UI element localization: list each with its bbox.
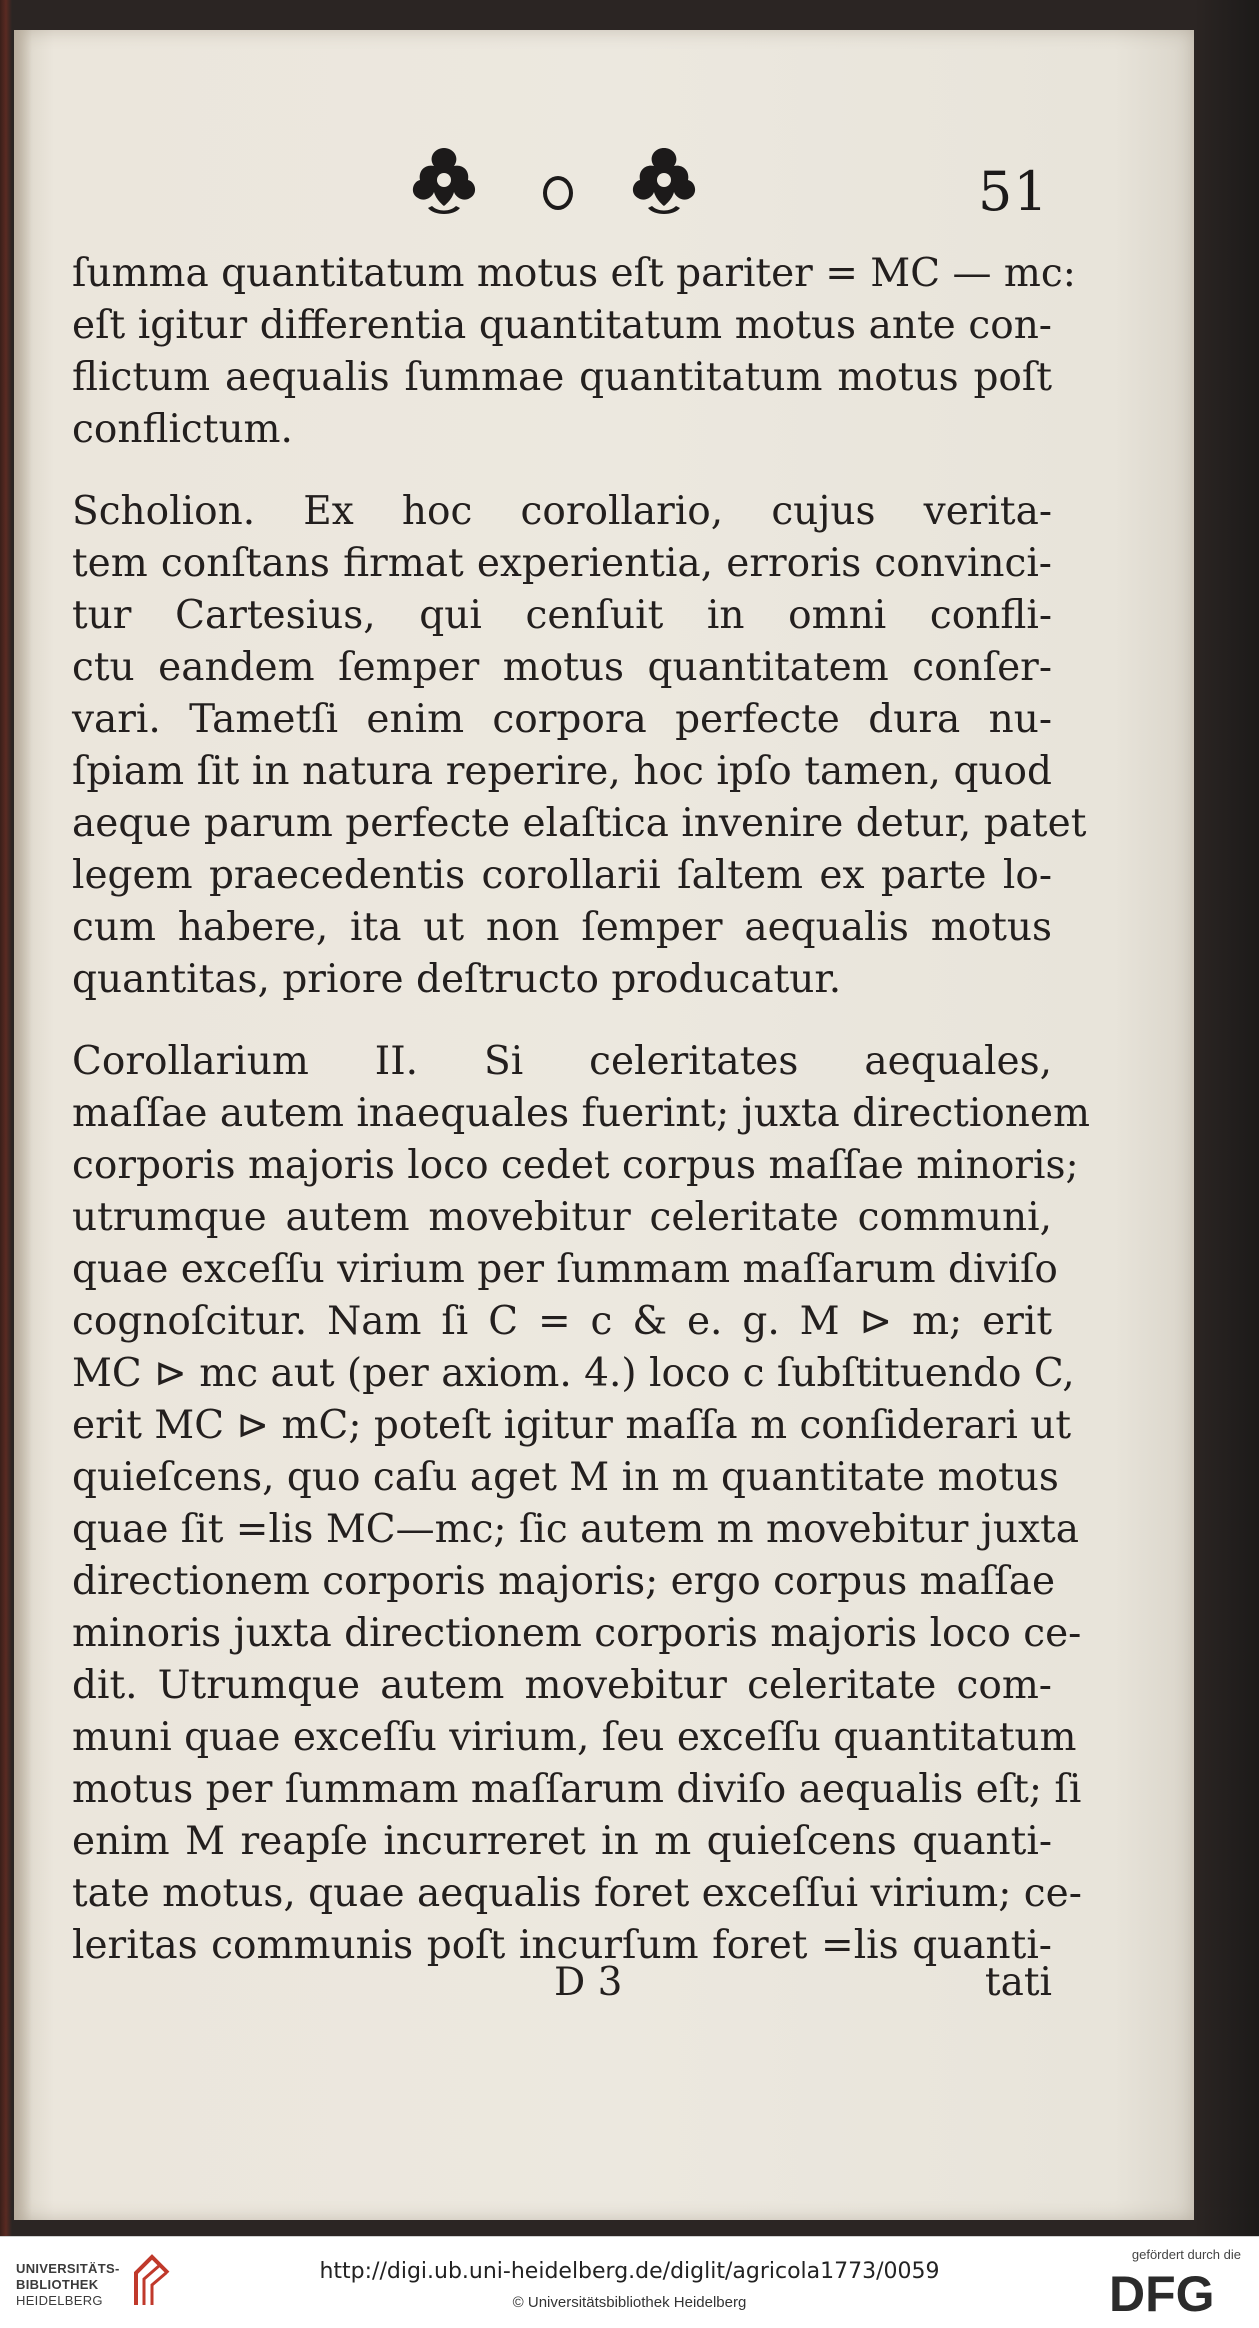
text-line: Corollarium II. Si celeritates aequales, <box>72 1039 1052 1084</box>
text-line: erit MC ⊳ mC; poteſt igitur maſſa m conſiderari ut <box>72 1403 1072 1448</box>
catchword: tati <box>984 1960 1052 2005</box>
library-city: HEIDELBERG <box>16 2293 103 2308</box>
dfg-logo[interactable] <box>1109 2267 1239 2319</box>
text-line: maſſae autem inaequales fuerint; juxta directionem <box>72 1091 1090 1136</box>
text-line: MC ⊳ mc aut (per axiom. 4.) loco c ſubſtituendo C, <box>72 1351 1075 1396</box>
library-name-line-2: BIBLIOTHEK <box>16 2277 99 2292</box>
viewer-footer-bar <box>0 2236 1259 2328</box>
signature-mark: D 3 <box>554 1960 623 2005</box>
text-line: dit. Utrumque autem movebitur celeritate com- <box>72 1663 1052 1708</box>
text-line: legem praecedentis corollarii ſaltem ex parte lo- <box>72 853 1052 898</box>
fleuron-ornament-left-icon <box>404 140 484 220</box>
text-line: minoris juxta directionem corporis majoris loco ce- <box>72 1611 1082 1656</box>
text-line: quae exceſſu virium per ſummam maſſarum diviſo <box>72 1247 1058 1292</box>
copyright-text: © Universitätsbibliothek Heidelberg <box>512 2294 747 2311</box>
text-line: quae ſit =lis MC—mc; ſic autem m movebitur juxta <box>72 1507 1079 1552</box>
circle-ornament-icon <box>543 176 573 210</box>
text-line: aeque parum perfecte elaſtica invenire detur, patet <box>72 801 1087 846</box>
sponsor-label: gefördert durch die <box>1131 2247 1241 2262</box>
text-line: cognoſcitur. Nam ſi C = c & e. g. M ⊳ m; erit <box>72 1299 1052 1344</box>
fleuron-ornament-right-icon <box>624 140 704 220</box>
text-line: leritas communis poſt incurſum foret =lis quanti- <box>72 1923 1052 1968</box>
paragraph-gap <box>72 456 1052 486</box>
text-line: eſt igitur differentia quantitatum motus ante con- <box>72 303 1052 348</box>
text-line: quantitas, priore deſtructo producatur. <box>72 957 842 1002</box>
dfg-logo-text: DFG <box>1109 2267 1215 2319</box>
text-line: directionem corporis majoris; ergo corpus maſſae <box>72 1559 1056 1604</box>
text-line: ſpiam ſit in natura reperire, hoc ipſo tamen, quod <box>72 749 1052 794</box>
text-line: cum habere, ita ut non ſemper aequalis motus <box>72 905 1052 950</box>
text-line: motus per ſummam maſſarum diviſo aequalis eſt; ſi <box>72 1767 1082 1812</box>
text-line: conflictum. <box>72 407 293 452</box>
page-number: 51 <box>978 160 1049 223</box>
text-line: enim M reapſe incurreret in m quieſcens quanti- <box>72 1819 1052 1864</box>
library-name-line-1: UNIVERSITÄTS- <box>16 2261 120 2276</box>
body-text <box>72 248 1090 1972</box>
page-footer <box>72 1960 1052 2012</box>
paragraph-gap <box>72 1006 1052 1036</box>
text-line: vari. Tametſi enim corpora perfecte dura nu- <box>72 697 1052 742</box>
text-line: tem conſtans firmat experientia, erroris convinci- <box>72 541 1052 586</box>
page-gutter-shadow <box>14 30 32 2220</box>
text-line: muni quae exceſſu virium, ſeu exceſſu quantitatum <box>72 1715 1077 1760</box>
text-line: tur Cartesius, qui cenſuit in omni confli- <box>72 593 1052 638</box>
text-line: Scholion. Ex hoc corollario, cujus verita- <box>72 489 1052 534</box>
page-header <box>14 140 1194 223</box>
text-line: ctu eandem ſemper motus quantitatem conſer- <box>72 645 1052 690</box>
text-line: ſumma quantitatum motus eſt pariter = MC — mc: <box>72 251 1076 296</box>
text-line: quieſcens, quo caſu aget M in m quantitate motus <box>72 1455 1059 1500</box>
text-line: tate motus, quae aequalis foret exceſſui virium; ce- <box>72 1871 1082 1916</box>
text-line: utrumque autem movebitur celeritate communi, <box>72 1195 1052 1240</box>
text-line: corporis majoris loco cedet corpus maſſae minoris; <box>72 1143 1079 1188</box>
text-line: flictum aequalis ſummae quantitatum motus poſt <box>72 355 1052 400</box>
book-page <box>14 30 1194 2220</box>
page-url-link[interactable]: http://digi.ub.uni-heidelberg.de/diglit/agricola1773/0059 <box>319 2259 940 2284</box>
